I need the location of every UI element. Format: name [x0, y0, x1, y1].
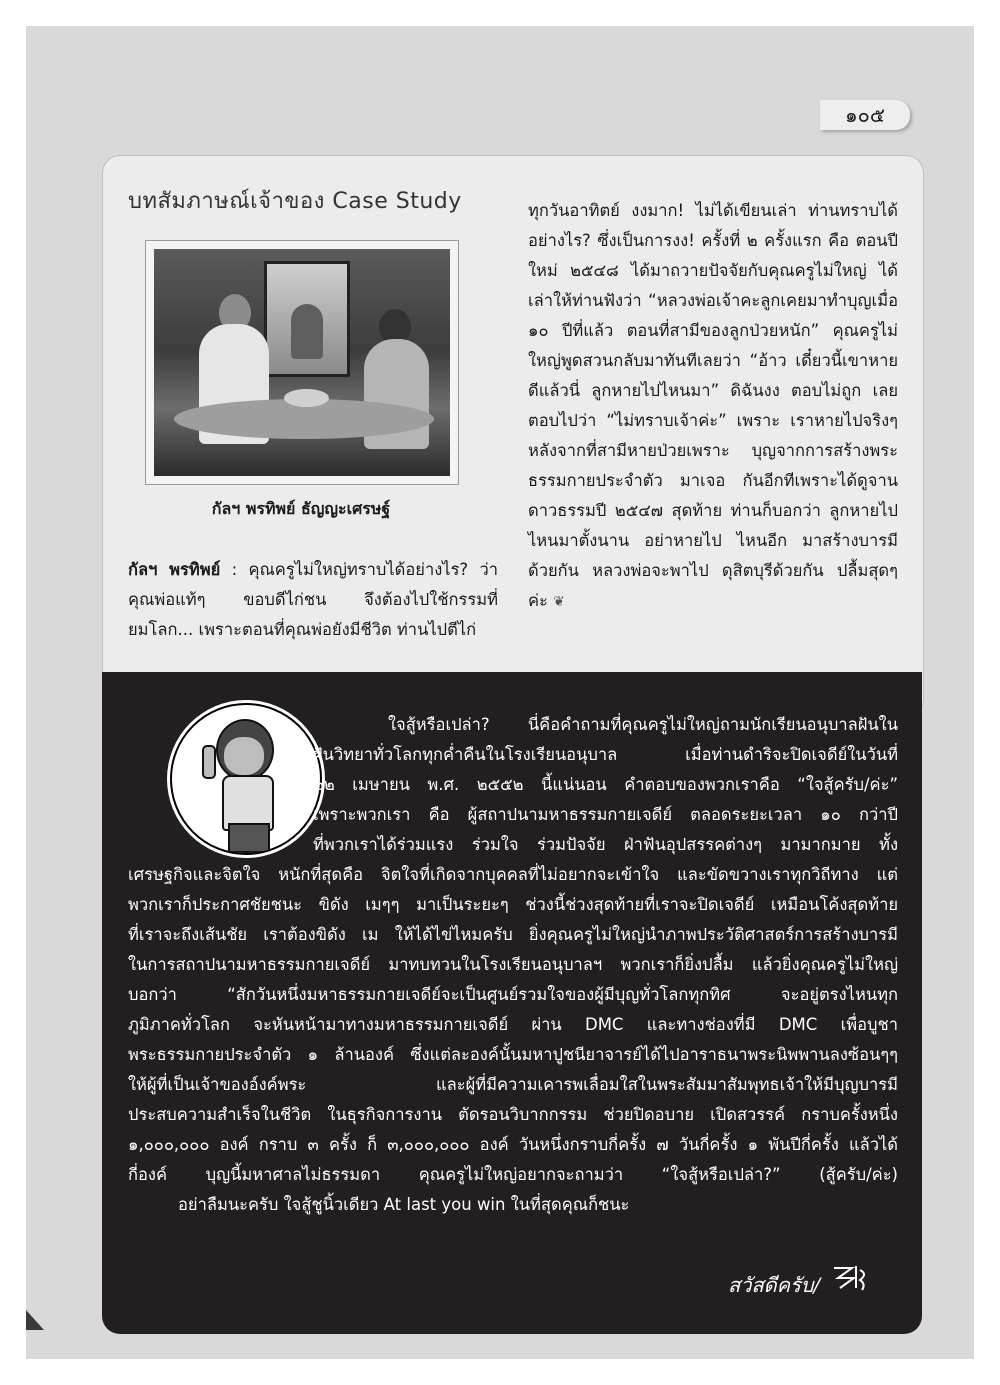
message-line: ที่เราจะถึงเส้นชัย เราต้องขิดัง เม ให้ได้ไข่ไหมครับ ยิ่งคุณครูไม่ใหญ่นำภาพประวัติศาสตร์การสร้างบารมี	[128, 925, 898, 944]
message-line: ในการสถาปนามหาธรรมกายเจดีย์ มาทบทวนในโรงเรียนอนุบาลฯ พวกเราก็ยิ่งปลื้ม แล้วยิ่งคุณครูไม่ใหญ่	[128, 955, 898, 974]
message-line: ๑,๐๐๐,๐๐๐ องค์ กราบ ๓ ครั้ง ก็ ๓,๐๐๐,๐๐๐ องค์ วันหนึ่งกราบกี่ครั้ง ๗ วันกี่ครั้ง ๑ พันปีกี่ครั้ง แล้วได้	[128, 1135, 898, 1154]
message-line: ที่พวกเราได้ร่วมแรง ร่วมใจ ร่วมปัจจัย ฝ่าฟันอุปสรรคต่างๆ มามากมาย ทั้ง	[313, 835, 898, 854]
message-line: เพราะพวกเรา คือ ผู้สถาปนามหาธรรมกายเจดีย์ ตลอดระยะเวลา ๑๐ กว่าปี	[313, 805, 898, 824]
message-line: ประสบความสำเร็จในชีวิต ในธุรกิจการงาน ตัดรอนวิบากกรรม ช่วยปิดอบาย เปิดสวรรค์ กราบครั้งหนึ่ง	[128, 1105, 898, 1124]
right-column-text: ทุกวันอาทิตย์ งงมาก! ไม่ได้เขียนเล่า ท่านทราบได้อย่างไร? ซึ่งเป็นการงง! ครั้งที่ ๒ ครั้งแรก คือ ตอนปีใหม่ ๒๕๔๘ ได้มาถวายปัจจัยกับคุณครูไม่ใหญ่ ได้เล่าให้ท่านฟังว่า “หลวงพ่อเจ้าคะลูกเคยมาทำบุญเมื่อ ๑๐ ปีที่แล้ว ตอนที่สามีของลูกป่วยหนัก” คุณครูไม่ใหญ่พูดสวนกลับมาทันทีเลยว่า “อ้าว เดี๋ยวนี้เขาหายดีแล้วนี่ ลูกหายไปไหนมา” ดิฉันงง ตอบไม่ถูก เลยตอบไปว่า “ไม่ทราบเจ้าค่ะ” เพราะ เราหายไปจริงๆ หลังจากที่สามีหายป่วยเพราะ บุญจากการสร้างพระธรรมกายประจำตัว มาเจอ กันอีกทีเพราะได้ดูจานดาวธรรมปี ๒๕๔๗ สุดท้าย ท่านก็บอกว่า ลูกหายไปไหนมาตั้งนาน อย่าหายไป ไหนอีก มาสร้างบารมีด้วยกัน หลวงพ่อจะพาไป ดุสิตบุรีด้วยกัน ปลื้มสุดๆ ค่ะ	[528, 201, 898, 610]
photo-buddha-figure	[291, 304, 323, 359]
interview-photo	[154, 249, 450, 476]
interview-left-column	[128, 555, 498, 645]
message-line: ฝันวิทยาทั่วโลกทุกค่ำคืนในโรงเรียนอนุบาล เมื่อท่านดำริจะปิดเจดีย์ในวันที่	[313, 745, 898, 764]
message-line: อย่าลืมนะครับ ใจสู้ชูนิ้วเดียว At last you win ในที่สุดคุณก็ชนะ	[178, 1195, 630, 1214]
photo-caption: กัลฯ พรทิพย์ ธัญญะเศรษฐ์	[211, 499, 391, 518]
message-line: ภูมิภาคทั่วโลก จะหันหน้ามาทางมหาธรรมกายเจดีย์ ผ่าน DMC และทางช่องที่มี DMC เพื่อบูชา	[128, 1015, 898, 1034]
interview-paragraph-start	[128, 555, 498, 645]
interview-title: บทสัมภาษณ์เจ้าของ Case Study	[128, 189, 462, 214]
left-column-text: : คุณครูไม่ใหญ่ทราบได้อย่างไร? ว่าคุณพ่อแท้ๆ ขอบดีไก่ชน จึงต้องไปใช้กรรมที่ยมโลก... เพราะตอนที่คุณพ่อยังมีชีวิต ท่านไปตีไก่	[128, 560, 499, 639]
message-line: ๒๒ เมษายน พ.ศ. ๒๕๕๒ นี้แน่นอน คำตอบของพวกเราคือ “ใจสู้ครับ/ค่ะ”	[313, 775, 898, 794]
signature-scribble-icon	[830, 1262, 870, 1292]
photo-backdrop-poster	[264, 261, 350, 377]
interview-photo-frame	[145, 240, 459, 485]
message-line: ให้ผู้ที่เป็นเจ้าของอ์งค์พระ และผู้ที่มีความเคารพเลื่อมใสในพระสัมมาสัมพุทธเจ้าให้มีบุญบารมี	[128, 1075, 898, 1094]
message-line: บอกว่า “สักวันหนึ่งมหาธรรมกายเจดีย์จะเป็นศูนย์รวมใจของผู้มีบุญทั่วโลกทุกทิศ จะอยู่ตรงไหนทุก	[128, 985, 898, 1004]
page-number: ๑๐๕	[820, 100, 910, 130]
message-line: พวกเราก็ประกาศชัยชนะ ขิดัง เมๆๆ มาเป็นระยะๆ ช่วงนี้ช่วงสุดท้ายที่เราจะปิดเจดีย์ เหมือนโค้งสุดท้าย	[128, 895, 898, 914]
leaf-icon: ❦	[553, 594, 565, 610]
message-line: กี่องค์ บุญนี้มหาศาลไม่ธรรมดา คุณครูไม่ใหญ่อยากจะถามว่า “ใจสู้หรือเปล่า?” (สู้ครับ/ค่ะ)	[128, 1165, 898, 1184]
message-line: พระธรรมกายประจำตัว ๑ ล้านองค์ ซึ่งแต่ละองค์นั้นมหาปูชนียาจารย์ได้ไปอาราธนาพระนิพพานลงซ้อนๆๆ	[128, 1045, 898, 1064]
signature	[728, 1262, 888, 1302]
message-line: เศรษฐกิจและจิตใจ หนักที่สุดคือ จิตใจที่เกิดจากบุคคลที่ไม่อยากจะเข้าใจ และขัดขวางเราทุกวิถีทาง แต่	[128, 865, 898, 884]
message-text	[128, 710, 898, 1220]
message-line: ใจสู้หรือเปล่า? นี่คือคำถามที่คุณครูไม่ใหญ่ถามนักเรียนอนุบาลฝันใน	[388, 715, 898, 734]
signature-text: สวัสดีครับ/	[728, 1273, 821, 1297]
speaker-name: กัลฯ พรทิพย์	[128, 560, 221, 579]
interview-paragraph-continued	[528, 196, 898, 617]
interview-right-column	[528, 196, 898, 617]
photo-flowers	[284, 389, 329, 407]
